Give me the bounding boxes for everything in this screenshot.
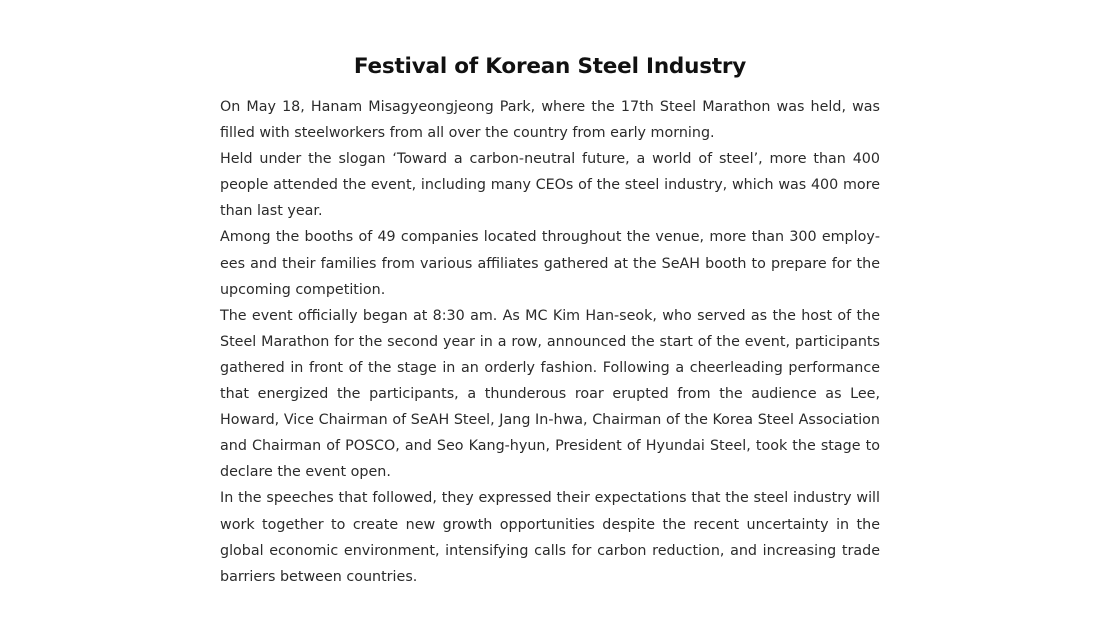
article-paragraph-3: Among the booths of 49 companies located throughout the venue, more than 300 employees and their families from various affiliates gathered at the SeAH booth to prepare for the upcoming competition. — [220, 229, 880, 298]
article-paragraph-1: On May 18, Hanam Misagyeongjeong Park, where the 17th Steel Marathon was held, was filled with steelworkers from all over the country from early morning. — [220, 99, 880, 142]
article-title: Festival of Korean Steel Industry — [353, 54, 747, 79]
article-paragraph-4: The event officially began at 8:30 am. As MC Kim Han-seok, who served as the host of the Steel Marathon for the second year in a row, announced the start of the event, participants gathered in front of the stage in an orderly fashion. Following a cheerleading performance that energized the participants, a thunderous roar erupted from the audience as Lee, Howard, Vice Chairman of SeAH Steel, Jang In-hwa, Chairman of the Korea Steel Association and Chairman of POSCO, and Seo Kang-hyun, President of Hyundai Steel, took the stage to declare the event open. — [220, 307, 880, 481]
article-paragraph-2: Held under the slogan ‘Toward a carbon-neutral future, a world of steel’, more than 400 people attended the event, including many CEOs of the steel industry, which was 400 more than last year. — [220, 151, 880, 220]
article-paragraph-5: In the speeches that followed, they expressed their expectations that the steel industry will work together to create new growth opportunities despite the recent uncertainty in the global economic environment, intensifying calls for carbon reduction, and increasing trade barriers between countries. — [220, 490, 880, 585]
article — [220, 50, 880, 590]
